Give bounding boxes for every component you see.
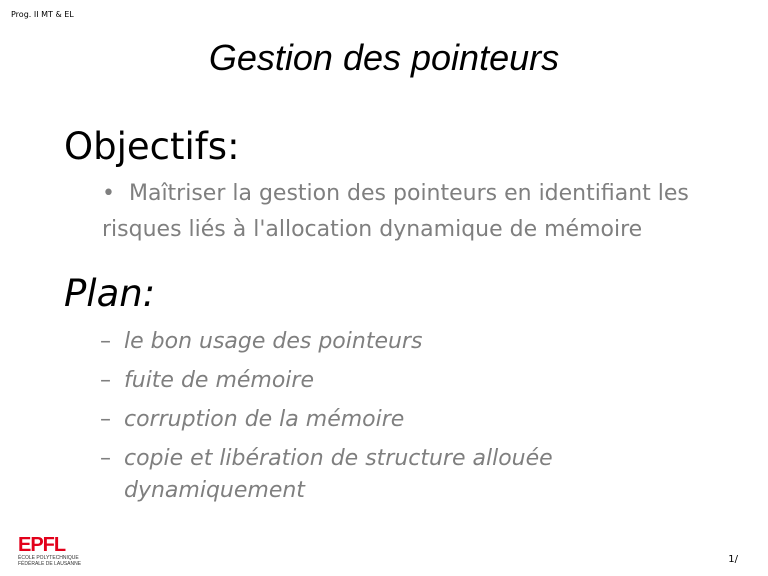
- logo-line-2: FÉDÉRALE DE LAUSANNE: [18, 561, 82, 567]
- logo-line-1: ÉCOLE POLYTECHNIQUE: [18, 555, 79, 561]
- plan-item: [100, 404, 720, 436]
- plan-item: [100, 365, 720, 397]
- bullet-marker: •: [102, 181, 115, 206]
- dash-marker: –: [100, 329, 111, 354]
- page-number: 1/: [728, 554, 738, 565]
- plan-item: [100, 443, 720, 507]
- epfl-logo: [16, 531, 88, 567]
- objectives-text: Maîtriser la gestion des pointeurs en identifiant les risques liés à l'allocation dynamique de mémoire: [102, 181, 689, 242]
- plan-heading: Plan:: [64, 272, 156, 315]
- objectives-bullet: [102, 176, 762, 248]
- plan-list: [100, 326, 720, 514]
- plan-item-text: copie et libération de structure allouée dynamiquement: [124, 446, 553, 503]
- plan-item-text: fuite de mémoire: [124, 368, 314, 393]
- dash-marker: –: [100, 407, 111, 432]
- plan-item: [100, 326, 720, 358]
- dash-marker: –: [100, 368, 111, 393]
- dash-marker: –: [100, 446, 111, 471]
- plan-item-text: le bon usage des pointeurs: [124, 329, 423, 354]
- objectives-heading: Objectifs:: [64, 125, 240, 168]
- logo-mark: EPFL: [18, 534, 66, 556]
- plan-item-text: corruption de la mémoire: [124, 407, 405, 432]
- course-tag: Prog. II MT & EL: [11, 10, 74, 19]
- slide-title: Gestion des pointeurs: [208, 37, 560, 78]
